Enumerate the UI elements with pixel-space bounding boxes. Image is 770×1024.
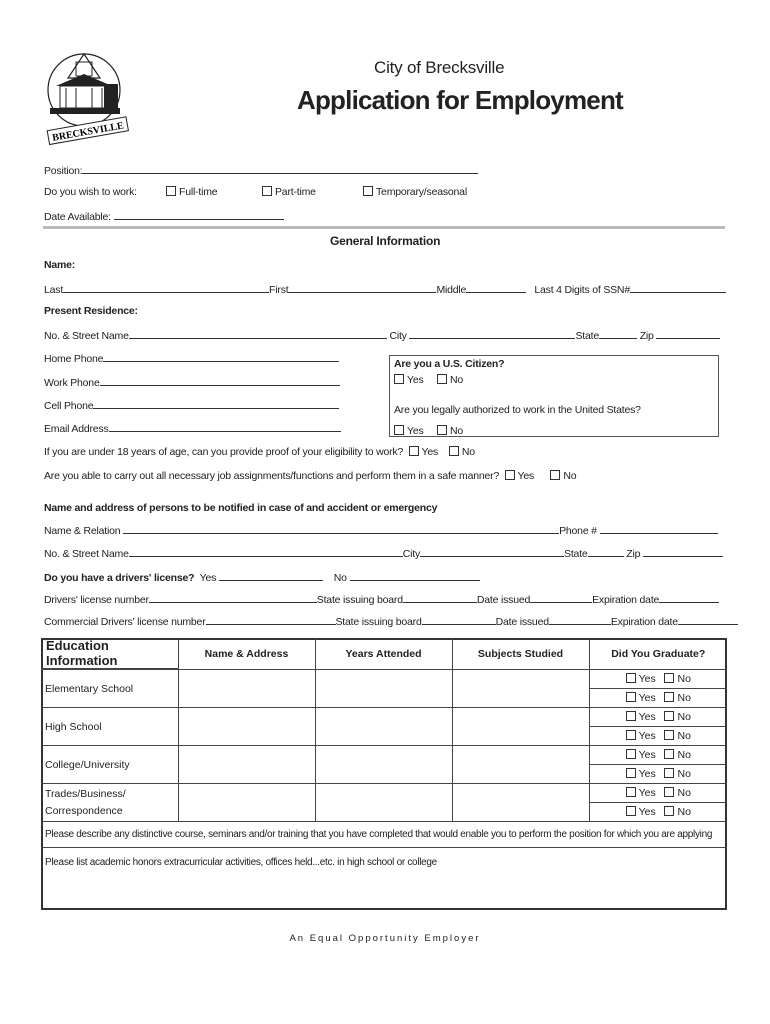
checkbox[interactable] (262, 186, 272, 196)
commercial-expiration-field[interactable] (678, 614, 738, 625)
footer-eoe: An Equal Opportunity Employer (289, 933, 481, 944)
residence-label: Present Residence: (44, 305, 138, 317)
city-name: City of Brecksville (374, 58, 505, 77)
emergency-city-field[interactable] (420, 546, 564, 557)
under18-row (44, 446, 475, 458)
email-field[interactable] (109, 421, 341, 432)
commercial-date-issued-field[interactable] (549, 614, 611, 625)
checkbox[interactable] (166, 186, 176, 196)
drivers-number-field[interactable] (149, 592, 317, 603)
middle-label: Middle (436, 284, 467, 296)
state-label: State (575, 330, 599, 342)
correspondence-label: Correspondence (45, 804, 123, 817)
residence-row (44, 328, 720, 342)
yes-label: Yes (638, 749, 656, 761)
graduate-option (589, 670, 727, 689)
commercial-state-board-field[interactable] (422, 614, 496, 625)
license-question-row (44, 570, 480, 584)
emergency-state-field[interactable] (588, 546, 624, 557)
part-time-option[interactable] (262, 186, 316, 198)
education-heading: Education Information (41, 638, 178, 669)
license-no-field[interactable] (350, 570, 480, 581)
no-label: No (450, 374, 464, 386)
date-issued-label: Date issued (476, 594, 531, 606)
city-label: City (389, 330, 407, 342)
yes-label: Yes (407, 374, 424, 386)
yes-label: Yes (638, 673, 656, 685)
graduate-option (589, 727, 727, 746)
name-relation-field[interactable] (123, 523, 559, 534)
logo-text: BRECKSVILLE (51, 120, 125, 144)
emergency-address-row (44, 546, 723, 560)
checkbox[interactable] (664, 806, 674, 816)
street-field[interactable] (129, 328, 387, 339)
ssn-field[interactable] (630, 282, 726, 293)
college-name-cell[interactable] (178, 746, 315, 784)
checkbox[interactable] (437, 425, 447, 435)
authorized-question: Are you legally authorized to work in the United States? (394, 404, 641, 416)
emergency-heading: Name and address of persons to be notified in case of and accident or emergency (44, 502, 438, 514)
name-label: Name: (44, 259, 76, 271)
checkbox[interactable] (626, 787, 636, 797)
street-label: No. & Street Name (44, 330, 129, 342)
yes-label: Yes (407, 425, 424, 437)
wish-label: Do you wish to work: (44, 186, 137, 198)
full-time-option[interactable] (166, 186, 217, 198)
trades-name-cell[interactable] (178, 784, 315, 822)
checkbox[interactable] (626, 711, 636, 721)
col-years-attended: Years Attended (315, 638, 452, 670)
home-phone-field[interactable] (103, 351, 339, 362)
state-field[interactable] (599, 328, 637, 339)
checkbox[interactable] (664, 692, 674, 702)
work-phone-field[interactable] (100, 375, 340, 386)
yes-label: Yes (638, 768, 656, 780)
row-elementary: Elementary School (41, 670, 178, 708)
checkbox[interactable] (505, 470, 515, 480)
checkbox[interactable] (664, 673, 674, 683)
training-description-field[interactable]: Please describe any distinctive course, seminars and/or training that you have completed that would enable you to perform the position for which you are applying (41, 822, 727, 848)
trades-subjects-cell[interactable] (452, 784, 589, 822)
license-yes-field[interactable] (219, 570, 323, 581)
date-issued-field[interactable] (530, 592, 592, 603)
checkbox[interactable] (550, 470, 560, 480)
email-label: Email Address (44, 423, 109, 435)
drivers-number-label: Drivers' license number (44, 594, 149, 606)
street-label: No. & Street Name (44, 548, 129, 560)
option-label: Temporary/seasonal (376, 186, 467, 198)
last-label: Last (44, 284, 64, 296)
commercial-number-label: Commercial Drivers' license number (44, 616, 206, 628)
yes-label: Yes (638, 806, 656, 818)
yes-label: Yes (517, 470, 535, 482)
date-available-label: Date Available: (44, 211, 111, 223)
checkbox[interactable] (409, 446, 419, 456)
no-label: No (677, 768, 691, 780)
yes-label: Yes (638, 692, 656, 704)
no-label: No (450, 425, 464, 437)
emergency-phone-field[interactable] (600, 523, 718, 534)
phone-label: Phone # (559, 525, 597, 537)
honors-field[interactable]: Please list academic honors extracurricular activities, offices held...etc. in high school or college (45, 857, 437, 869)
state-label: State (564, 548, 588, 560)
option-label: Full-time (179, 186, 218, 198)
section-divider (43, 226, 725, 229)
city-label: City (402, 548, 421, 560)
checkbox[interactable] (626, 749, 636, 759)
position-row (44, 163, 478, 177)
graduate-option (589, 746, 727, 765)
graduate-option (589, 784, 727, 803)
yes-label: Yes (638, 711, 656, 723)
col-subjects-studied: Subjects Studied (452, 638, 589, 670)
name-row (44, 282, 726, 296)
no-label: No (677, 749, 691, 761)
date-available-row (44, 209, 284, 223)
zip-label: Zip (626, 548, 641, 560)
graduate-option (589, 765, 727, 784)
checkbox[interactable] (437, 374, 447, 384)
zip-field[interactable] (656, 328, 720, 339)
yes-label: Yes (638, 787, 656, 799)
no-label: No (677, 787, 691, 799)
license-yes-label: Yes (199, 572, 217, 584)
college-years-cell[interactable] (315, 746, 452, 784)
elementary-name-cell[interactable] (178, 670, 315, 708)
checkbox[interactable] (626, 730, 636, 740)
temporary-option[interactable] (363, 186, 467, 198)
cell-phone-label: Cell Phone (44, 400, 94, 412)
cell-phone-field[interactable] (93, 398, 339, 409)
citizen-no[interactable] (437, 374, 463, 386)
home-phone-label: Home Phone (44, 353, 104, 365)
work-phone-row (44, 375, 340, 389)
city-logo (46, 48, 136, 148)
graduate-option (589, 708, 727, 727)
college-subjects-cell[interactable] (452, 746, 589, 784)
high-school-name-cell[interactable] (178, 708, 315, 746)
checkbox[interactable] (626, 673, 636, 683)
duties-question: Are you able to carry out all necessary job assignments/functions and perform them in a safe manner? (44, 470, 500, 482)
middle-name-field[interactable] (466, 282, 526, 293)
expiration-field[interactable] (659, 592, 719, 603)
no-label: No (677, 711, 691, 723)
expiration-label: Expiration date (610, 616, 678, 628)
first-label: First (269, 284, 289, 296)
no-label: No (461, 446, 475, 458)
checkbox[interactable] (626, 768, 636, 778)
position-field[interactable] (82, 163, 478, 174)
no-label: No (677, 730, 691, 742)
drivers-license-row (44, 592, 719, 606)
no-label: No (563, 470, 577, 482)
trades-years-cell[interactable] (315, 784, 452, 822)
state-board-field[interactable] (403, 592, 477, 603)
yes-label: Yes (421, 446, 439, 458)
ssn-label: Last 4 Digits of SSN# (534, 284, 630, 296)
name-relation-label: Name & Relation (44, 525, 121, 537)
position-label: Position: (44, 165, 83, 177)
checkbox[interactable] (394, 425, 404, 435)
commercial-license-row (44, 614, 738, 628)
checkbox[interactable] (626, 806, 636, 816)
city-field[interactable] (409, 328, 575, 339)
commercial-number-field[interactable] (206, 614, 336, 625)
license-question: Do you have a drivers' license? (44, 572, 195, 584)
emergency-name-row (44, 523, 718, 537)
emergency-street-field[interactable] (129, 546, 403, 557)
checkbox[interactable] (363, 186, 373, 196)
elementary-subjects-cell[interactable] (452, 670, 589, 708)
general-heading: General Information (330, 234, 441, 248)
yes-label: Yes (638, 730, 656, 742)
education-table (41, 638, 727, 878)
under18-yes[interactable] (409, 446, 439, 458)
row-trades (41, 784, 178, 822)
col-name-address: Name & Address (178, 638, 315, 670)
last-name-field[interactable] (63, 282, 269, 293)
email-row (44, 421, 341, 435)
first-name-field[interactable] (288, 282, 436, 293)
checkbox[interactable] (626, 692, 636, 702)
checkbox[interactable] (664, 768, 674, 778)
cell-phone-row (44, 398, 339, 412)
trades-label: Trades/Business/ (45, 787, 126, 800)
page-title: Application for Employment (297, 85, 623, 115)
duties-no[interactable] (550, 470, 576, 482)
expiration-label: Expiration date (592, 594, 660, 606)
authorized-yes[interactable] (394, 425, 424, 437)
under18-question: If you are under 18 years of age, can you provide proof of your eligibility to work? (44, 446, 404, 458)
duties-row (44, 470, 576, 482)
checkbox[interactable] (664, 749, 674, 759)
checkbox[interactable] (664, 787, 674, 797)
home-phone-row (44, 351, 339, 365)
state-board-label: State issuing board (316, 594, 403, 606)
citizen-yes[interactable] (394, 374, 424, 386)
no-label: No (677, 673, 691, 685)
graduate-option (589, 803, 727, 822)
date-available-field[interactable] (114, 209, 284, 220)
authorized-no[interactable] (437, 425, 463, 437)
duties-yes[interactable] (505, 470, 535, 482)
row-college: College/University (41, 746, 178, 784)
license-no-label: No (333, 572, 347, 584)
checkbox[interactable] (449, 446, 459, 456)
checkbox[interactable] (664, 730, 674, 740)
emergency-zip-field[interactable] (643, 546, 723, 557)
option-label: Part-time (275, 186, 316, 198)
checkbox[interactable] (394, 374, 404, 384)
high-school-subjects-cell[interactable] (452, 708, 589, 746)
citizen-question: Are you a U.S. Citizen? (394, 358, 505, 370)
date-issued-label: Date issued (495, 616, 549, 628)
state-board-label: State issuing board (335, 616, 422, 628)
high-school-years-cell[interactable] (315, 708, 452, 746)
checkbox[interactable] (664, 711, 674, 721)
zip-label: Zip (639, 330, 654, 342)
graduate-option (589, 689, 727, 708)
col-did-graduate: Did You Graduate? (589, 638, 727, 670)
no-label: No (677, 806, 691, 818)
work-phone-label: Work Phone (44, 377, 100, 389)
row-high-school: High School (41, 708, 178, 746)
under18-no[interactable] (449, 446, 475, 458)
elementary-years-cell[interactable] (315, 670, 452, 708)
no-label: No (677, 692, 691, 704)
